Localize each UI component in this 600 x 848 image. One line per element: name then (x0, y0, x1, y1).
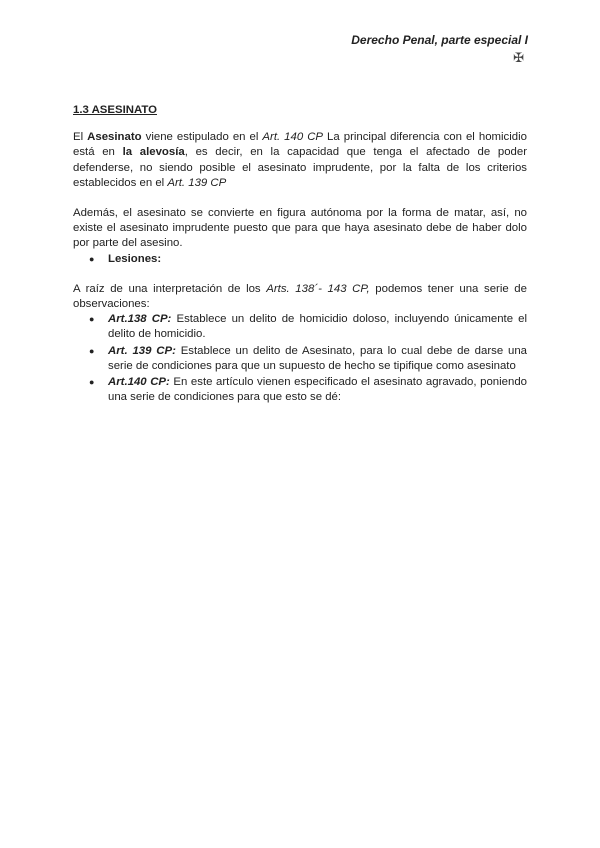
bullet-icon: ● (89, 377, 95, 388)
term-alevosia: la alevosía (122, 146, 185, 159)
page-header: Derecho Penal, parte especial I (351, 33, 528, 47)
cross-pattee-icon: ✠ (513, 50, 524, 65)
paragraph-ademas: Además, el asesinato se convierte en figura autónoma por la forma de matar, así, no existe el asesinato imprudente puesto que para que haya asesinato debe de haber dolo por parte del asesino. (73, 207, 527, 250)
ref-art-140: Art. 140 CP (262, 131, 324, 144)
bullet-list-articles (73, 312, 527, 405)
list-item: ● Art.138 CP: Establece un delito de homicidio doloso, incluyendo únicamente el delito de homicidio. (89, 313, 528, 341)
term-asesinato: Asesinato (87, 131, 142, 144)
ref-art-139: Art. 139 CP (167, 176, 227, 189)
paragraph-observaciones: A raíz de una interpretación de los Arts. 138´- 143 CP, podemos tener una serie de observaciones: (73, 282, 527, 311)
bullet-icon: ● (89, 253, 95, 264)
list-item: ● Art. 139 CP: Establece un delito de Asesinato, para lo cual debe de darse una serie de condiciones para que un supuesto de hecho se tipifique como asesinato (89, 344, 527, 372)
list-item: ● Art.140 CP: En este artículo vienen especificado el asesinato agravado, poniendo una serie de condiciones para que esto se dé: (89, 376, 527, 404)
document-body (73, 103, 527, 406)
list-item: ● Lesiones: (73, 252, 527, 267)
ref-arts-138-143: Arts. 138´- 143 CP, (266, 282, 370, 295)
section-heading: 1.3 ASESINATO (73, 104, 157, 116)
bullet-list-lesiones (73, 252, 527, 267)
bullet-icon: ● (89, 314, 95, 325)
paragraph-intro: El Asesinato viene estipulado en el Art. 140 CP La principal diferencia con el homicidio está en la alevosía, es decir, en la capacidad que tenga el afectado de poder defenderse, no siendo posible el asesinato imprudente, por la falta de los criterios establecidos en el Art. 139 CP (73, 131, 528, 189)
bullet-icon: ● (89, 345, 95, 356)
